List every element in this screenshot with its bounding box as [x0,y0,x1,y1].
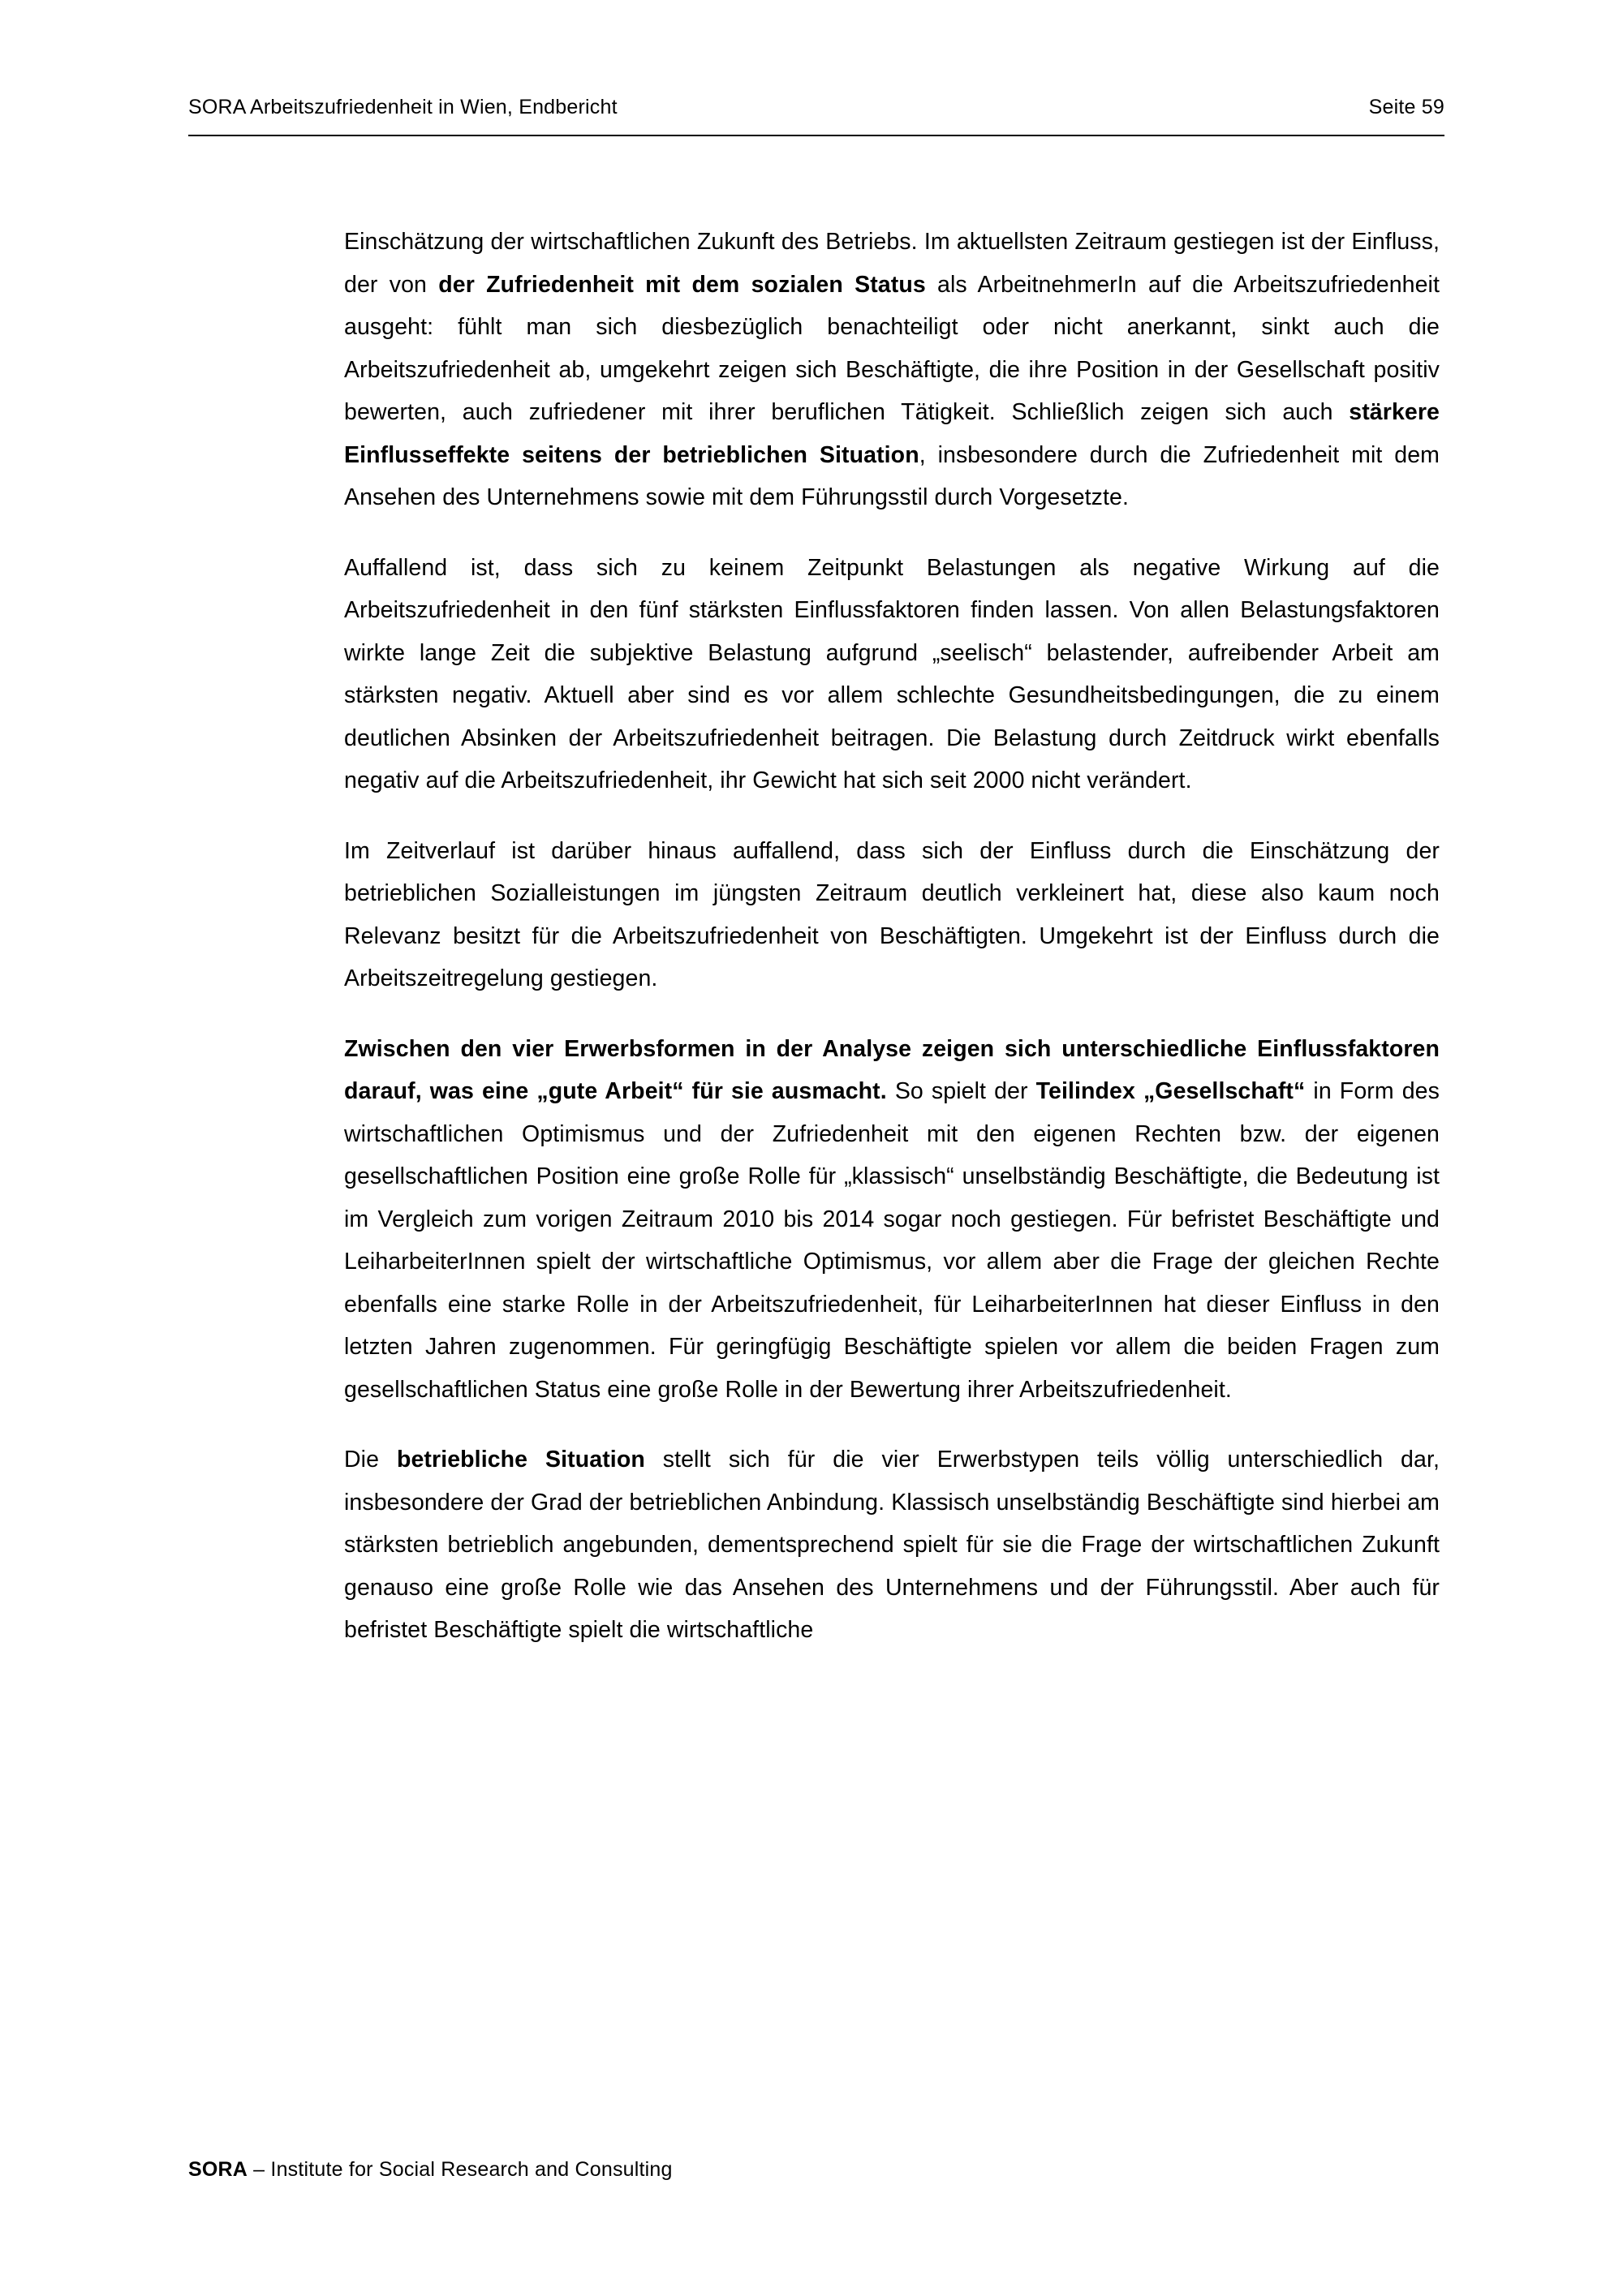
paragraph-2 [344,547,1440,802]
page-footer [188,2158,1444,2182]
page-header [188,96,1444,119]
body-text: als ArbeitnehmerIn auf die Arbeitszufriedenheit ausgeht: fühlt man sich diesbezüglich benachteiligt oder nicht anerkannt, sinkt auch die Arbeitszufriedenheit ab, umgekehrt zeigen sich Beschäftigte, die ihre Position in der Gesellschaft positiv bewerten, auch zufriedener mit ihrer beruflichen Tätigkeit. Schließlich zeigen sich auch [344,271,1440,425]
paragraph-1 [344,221,1440,519]
body-text: Auffallend ist, dass sich zu keinem Zeitpunkt Belastungen als negative Wirkung auf die Arbeitszufriedenheit in den fünf stärksten Einflussfaktoren finden lassen. Von allen Belastungsfaktoren wirkte lange Zeit die subjektive Belastung aufgrund „seelisch“ belastender, aufreibender Arbeit am stärksten negativ. Aktuell aber sind es vor allem schlechte Gesundheitsbedingungen, die zu einem deutlichen Absinken der Arbeitszufriedenheit beitragen. Die Belastung durch Zeitdruck wirkt ebenfalls negativ auf die Arbeitszufriedenheit, ihr Gewicht hat sich seit 2000 nicht verändert. [344,554,1440,793]
header-page-number: Seite 59 [1368,96,1444,118]
paragraph-3 [344,830,1440,1000]
body-text: Im Zeitverlauf ist darüber hinaus auffallend, dass sich der Einfluss durch die Einschätzung der betrieblichen Sozialleistungen im jüngsten Zeitraum deutlich verkleinert hat, diese also kaum noch Relevanz besitzt für die Arbeitszufriedenheit von Beschäftigten. Umgekehrt ist der Einfluss durch die Arbeitszeitregelung gestiegen. [344,837,1440,991]
footer-brand: SORA [188,2158,248,2181]
header-document-title: SORA Arbeitszufriedenheit in Wien, Endbericht [188,96,618,118]
emphasis-text: Zwischen den vier Erwerbsformen in der Analyse zeigen sich unterschiedliche Einflussfaktoren darauf, was eine „gute Arbeit“ für sie ausmacht. [344,1035,1440,1104]
emphasis-text: der Zufriedenheit mit dem sozialen Status [438,271,926,298]
footer-text: – Institute for Social Research and Consulting [248,2158,673,2181]
body-text: Einschätzung der wirtschaftlichen Zukunft des Betriebs. Im aktuellsten Zeitraum gestiegen ist der Einfluss, der von [344,229,1440,298]
document-body [344,221,1440,1652]
body-text: So spielt der [886,1078,1036,1104]
header-divider [188,135,1444,136]
body-text: stellt sich für die vier Erwerbstypen teils völlig unterschiedlich dar, insbesondere der Grad der betrieblichen Anbindung. Klassisch unselbständig Beschäftigte sind hierbei am stärksten betrieblich angebunden, dementsprechend spielt für sie die Frage der wirtschaftlichen Zukunft genauso eine große Rolle wie das Ansehen des Unternehmens und der Führungsstil. Aber auch für befristet Beschäftigte spielt die wirtschaftliche [344,1447,1440,1643]
emphasis-text: betriebliche Situation [396,1447,645,1473]
body-text: Die [344,1447,397,1473]
emphasis-text: Teilindex „Gesellschaft“ [1035,1078,1306,1104]
emphasis-text: stärkere Einflusseffekte seitens der betrieblichen Situation [344,399,1440,468]
paragraph-5 [344,1438,1440,1652]
body-text: , insbesondere durch die Zufriedenheit mit dem Ansehen des Unternehmens sowie mit dem Führungsstil durch Vorgesetzte. [344,441,1440,510]
body-text: in Form des wirtschaftlichen Optimismus und der Zufriedenheit mit den eigenen Rechten bzw. der eigenen gesellschaftlichen Position eine große Rolle für „klassisch“ unselbständig Beschäftigte, die Bedeutung ist im Vergleich zum vorigen Zeitraum 2010 bis 2014 sogar noch gestiegen. Für befristet Beschäftigte und LeiharbeiterInnen spielt der wirtschaftliche Optimismus, vor allem aber die Frage der gleichen Rechte ebenfalls eine starke Rolle in der Arbeitszufriedenheit, für LeiharbeiterInnen hat dieser Einfluss in den letzten Jahren zugenommen. Für geringfügig Beschäftigte spielen vor allem die beiden Fragen zum gesellschaftlichen Status eine große Rolle in der Bewertung ihrer Arbeitszufriedenheit. [344,1078,1440,1403]
paragraph-4 [344,1028,1440,1412]
